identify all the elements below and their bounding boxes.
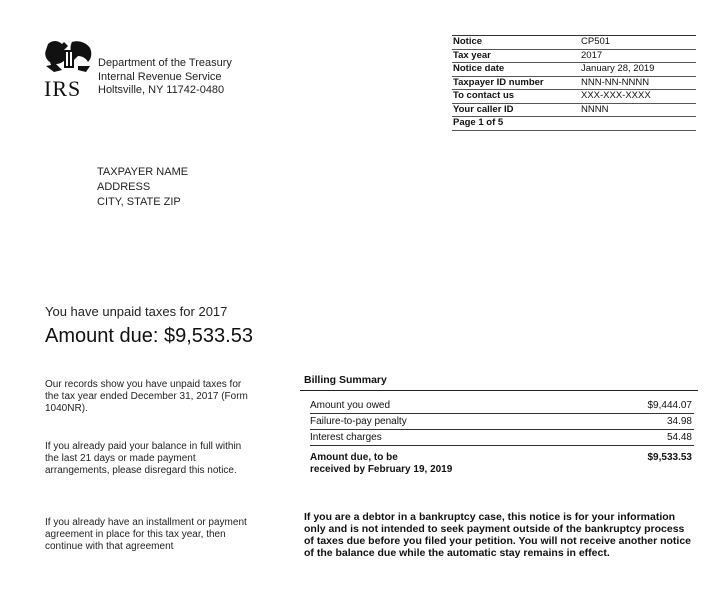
taxpayer-address bbox=[97, 165, 188, 210]
billing-summary-rule bbox=[300, 390, 698, 391]
taxpayer-name: TAXPAYER NAME bbox=[97, 166, 189, 178]
billing-row-value: 34.98 bbox=[666, 416, 692, 427]
agency-line: Holtsville, NY 11742-0480 bbox=[98, 84, 225, 96]
info-row-caller-id bbox=[452, 104, 696, 118]
irs-wordmark: IRS bbox=[44, 76, 82, 101]
info-label: Notice date bbox=[453, 63, 505, 74]
billing-row-label: Failure-to-pay penalty bbox=[310, 416, 407, 427]
info-label: Tax year bbox=[453, 49, 491, 61]
info-label: Page 1 of 5 bbox=[453, 117, 504, 128]
info-row-taxpayer-id bbox=[452, 77, 696, 91]
info-label: Your caller ID bbox=[453, 103, 514, 115]
info-value: 2017 bbox=[581, 49, 603, 61]
info-row-contact bbox=[452, 90, 696, 104]
info-value: January 28, 2019 bbox=[581, 63, 655, 74]
billing-row-value: 54.48 bbox=[666, 432, 692, 443]
info-value: NNN-NN-NNNN bbox=[581, 76, 650, 88]
taxpayer-city: CITY, STATE ZIP bbox=[97, 196, 181, 208]
billing-summary-title: Billing Summary bbox=[304, 374, 387, 386]
agency-address bbox=[98, 57, 232, 98]
info-label: Notice bbox=[453, 36, 483, 47]
info-value: XXX-XXX-XXXX bbox=[581, 90, 651, 101]
billing-total-label bbox=[310, 452, 510, 476]
agency-line: Internal Revenue Service bbox=[98, 70, 222, 83]
billing-row bbox=[310, 398, 694, 414]
info-label: To contact us bbox=[453, 90, 515, 101]
taxpayer-street: ADDRESS bbox=[97, 181, 151, 193]
amount-due-heading: Amount due: $9,533.53 bbox=[45, 325, 253, 347]
billing-total-label-line: Amount due, to be bbox=[310, 452, 398, 463]
notice-info-box bbox=[452, 35, 696, 131]
billing-summary-table bbox=[310, 398, 694, 446]
billing-total-label-line: received by February 19, 2019 bbox=[310, 464, 453, 475]
info-row-page bbox=[452, 117, 696, 131]
billing-row-label: Interest charges bbox=[310, 432, 382, 443]
billing-row-label: Amount you owed bbox=[310, 400, 391, 411]
bankruptcy-notice: If you are a debtor in a bankruptcy case, this notice is for your information only and is not intended to seek payment outside of the bankruptcy process of taxes due before you filed your petition. You will not receive another notice of the balance due while the automatic stay remains in effect. bbox=[304, 511, 692, 559]
installment-paragraph: If you already have an installment or payment agreement in place for this tax year, then continue with that agreement bbox=[45, 517, 247, 552]
info-value: CP501 bbox=[581, 36, 611, 47]
records-paragraph: Our records show you have unpaid taxes for the tax year ended December 31, 2017 (Form 1040NR). bbox=[45, 379, 248, 414]
billing-total-value: $9,533.53 bbox=[647, 452, 692, 463]
unpaid-taxes-heading: You have unpaid taxes for 2017 bbox=[45, 304, 228, 319]
billing-row-value: $9,444.07 bbox=[647, 400, 692, 411]
already-paid-paragraph: If you already paid your balance in full within the last 21 days or made payment arrangements, please disregard this notice. bbox=[45, 441, 242, 476]
billing-row bbox=[310, 430, 694, 446]
billing-row bbox=[310, 414, 694, 430]
agency-line: Department of the Treasury bbox=[98, 57, 232, 69]
info-value bbox=[581, 117, 696, 130]
info-row-notice-date bbox=[452, 63, 696, 77]
info-row-tax-year bbox=[452, 50, 696, 64]
irs-logo bbox=[42, 38, 94, 102]
info-label: Taxpayer ID number bbox=[453, 76, 544, 88]
info-row-notice bbox=[452, 36, 696, 50]
info-value: NNNN bbox=[581, 103, 609, 115]
